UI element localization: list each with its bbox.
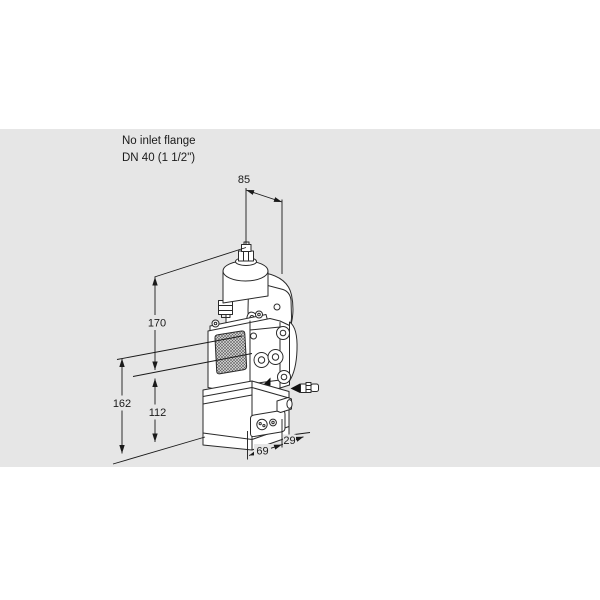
dimension-label-112: 112 — [148, 407, 167, 419]
inlet-mesh — [215, 331, 247, 374]
body-bolt-top — [251, 333, 257, 339]
panel-screw — [274, 304, 280, 310]
gray-band-background — [0, 129, 600, 467]
dimension-label-170: 170 — [147, 317, 167, 330]
note-line-1: No inlet flange — [122, 135, 196, 147]
regulator-bottom-plate — [251, 410, 286, 436]
note-line-2: DN 40 (1 1/2") — [122, 152, 196, 164]
dimension-label-85: 85 — [237, 174, 251, 186]
dimension-label-29: 29 — [283, 435, 296, 447]
dimension-label-162: 162 — [112, 398, 132, 410]
dimension-label-69: 69 — [256, 445, 269, 458]
